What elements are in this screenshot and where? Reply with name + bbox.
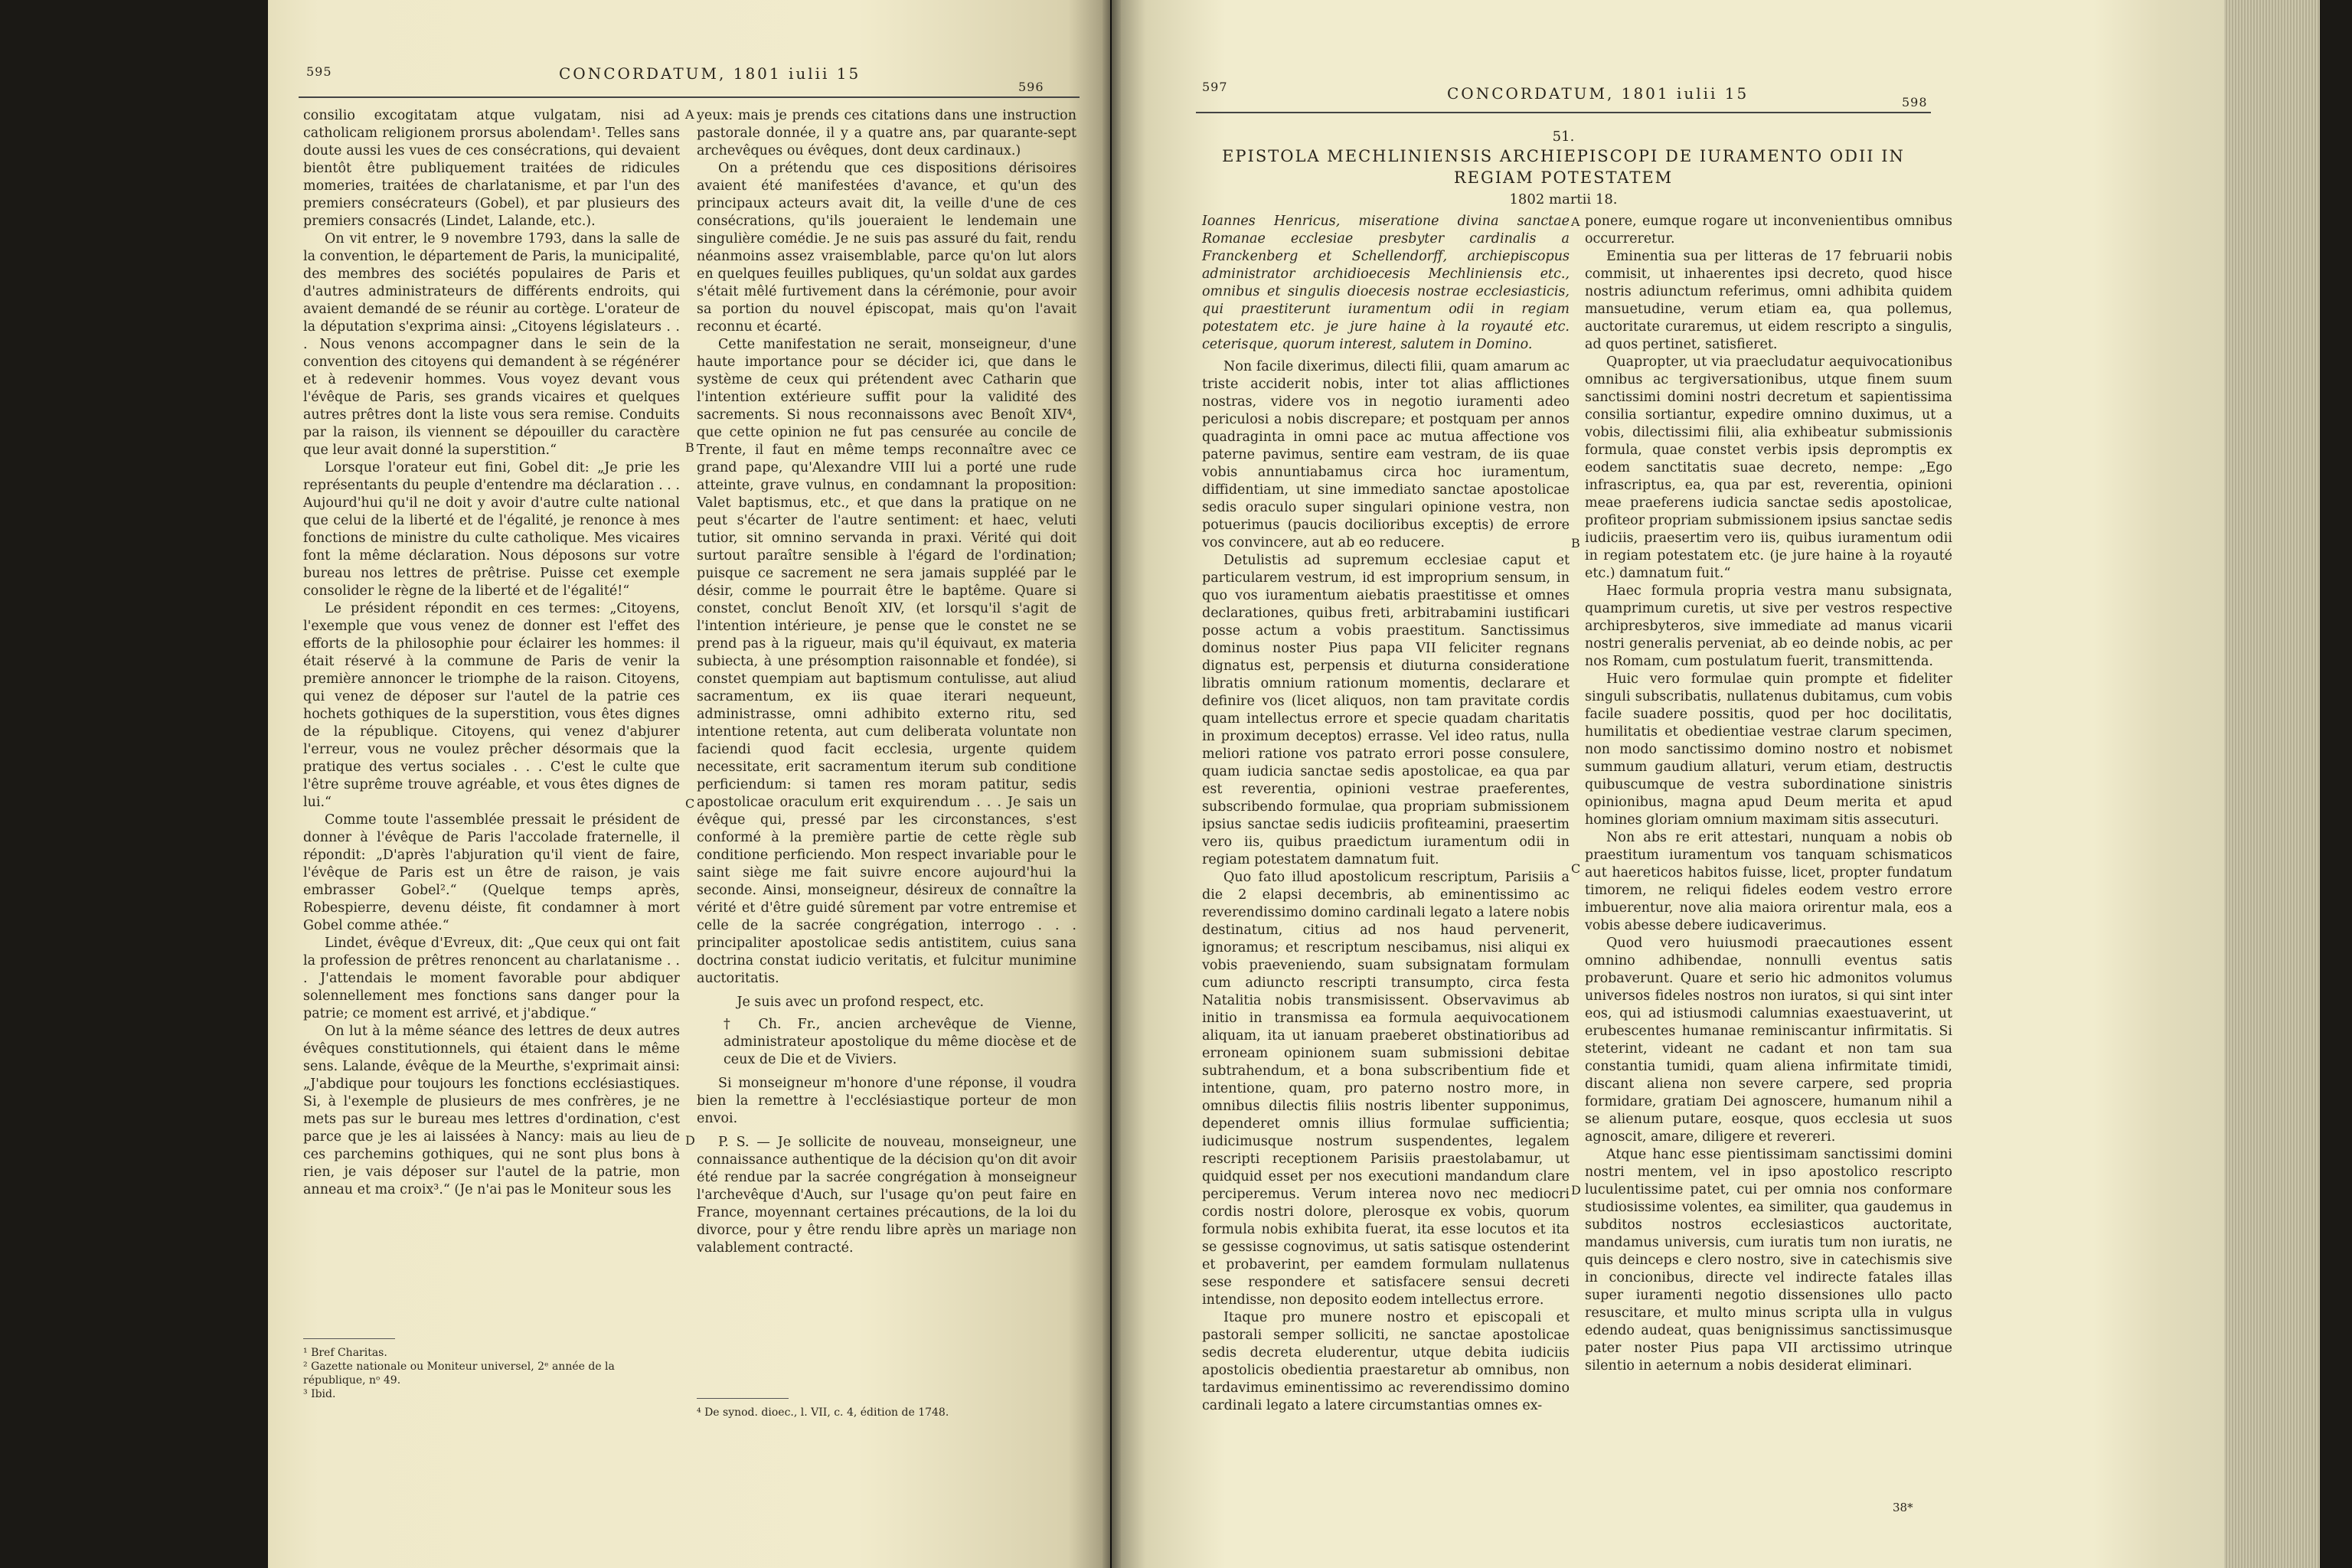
page-edges [2224, 0, 2320, 1568]
header-rule [299, 96, 1080, 98]
document-title-line2: REGIAM POTESTATEM [1453, 168, 1674, 187]
paragraph: Si monseigneur m'honore d'une réponse, il voudra bien la remettre à l'ecclésiastique porteur de mon envoi. [697, 1076, 1076, 1126]
paragraph: Lindet, évêque d'Evreux, dit: „Que ceux qui ont fait la profession de prêtres renoncent au charlatanisme . . . J'attendais le moment favorable pour abdiquer solennellement mes fonctions sans danger pour la patrie; ce moment est arrivé, et j'abdique.“ [303, 936, 680, 1021]
paragraph: On vit entrer, le 9 novembre 1793, dans la salle de la convention, le département de Paris, la municipalité, des membres des sociétés populaires de Paris et d'autres administrateurs de différents endroits, qui avaient demandé de se réunir au cortège. L'orateur de la députation s'exprima ainsi: „Citoyens législateurs . . . Nous venons accompagner dans le sein de la convention des citoyens qui demandent à se régénérer et à redevenir hommes. Vous voyez devant vous l'évêque de Paris, ses grands vicaires et quelques autres prêtres dont la liste vous sera remise. Conduits par la raison, ils viennent se dépouiller du caractère que leur avait donné la superstition.“ [303, 231, 680, 458]
page-number: 597 [1202, 80, 1228, 94]
margin-letter-a: A [685, 107, 694, 122]
paragraph: Non facile dixerimus, dilecti filii, quam amarum ac triste acciderit nobis, inter tot alias afflictiones nostras, videre vos in negotio iuramenti adeo periculosi a nobis discrepare; et postquam per annos quadraginta in omni pace ac mutua affectione vos paterne pavimus, sentire eam vestram, de iis quae vobis annuntiabamus circa hoc iuramentum, diffidentiam, ut sine immediato sanctae apostolicae sedis oraculo super singulari opinione vestra, non potuerimus (paucis docilioribus exceptis) de errore vos convincere, aut ab eo reducere. [1202, 359, 1570, 550]
paragraph: ponere, eumque rogare ut inconvenientibus omnibus occurreretur. [1585, 214, 1952, 247]
document-title-line1: EPISTOLA MECHLINIENSIS ARCHIEPISCOPI DE IURAMENTO ODII IN [1222, 147, 1905, 165]
paragraph: consilio excogitatam atque vulgatam, nisi ad catholicam religionem prorsus abolendam¹. Telles sans doute aussi les vues de ces consécrations, qui devaient bientôt être publiquement traitées de ridicules momeries, traitées de charlatanisme, et par l'un des premiers consécrateurs (Gobel), et par plusieurs des premiers consacrés (Lindet, Lalande, etc.). [303, 108, 680, 229]
paragraph: P. S. — Je sollicite de nouveau, monseigneur, une connaissance authentique de la décision qu'on dit avoir été rendue par la sacrée congrégation à monseigneur l'archevêque d'Auch, sur l'usage qu'on peut faire en France, moyennant certaines précautions, de la loi du divorce, pour y être rendu libre après un mariage non valablement contracté. [697, 1135, 1076, 1256]
paragraph: Je suis avec un profond respect, etc. [737, 995, 985, 1010]
paragraph: Ioannes Henricus, miseratione divina sanctae Romanae ecclesiae presbyter cardinalis a Franckenberg et Schellendorff, archiepiscopus administrator archidioecesis Mechliniensis etc., omnibus et singulis dioecesis nostrae ecclesiasticis, qui praestiterunt iuramentum odii in regiam potestatem etc. je jure haine à la royauté etc. ceterisque, quorum interest, salutem in Domino. [1202, 214, 1570, 352]
paragraph: Haec formula propria vestra manu subsignata, quamprimum curetis, ut sive per vestros respective archipresbyteros, sive immediate ad manus vicarii nostri generalis perveniat, ab eo deinde nobis, ac per nos Romam, cum postulatum fuerit, transmittenda. [1585, 583, 1952, 669]
paragraph: On lut à la même séance des lettres de deux autres évêques constitutionnels, qui étaient dans le même sens. Lalande, évêque de la Meurthe, s'exprimait ainsi: „J'abdique pour toujours les fonctions ecclésiastiques. Si, à l'exemple de plusieurs de mes confrères, je ne mets pas sur le bureau mes lettres d'ordination, c'est parce que je les ai laissées à Nancy: mais au lieu de ces parchemins gothiques, qui ne sont plus bons à rien, je vais déposer sur l'autel de la patrie, mon anneau et ma croix³.“ (Je n'ai pas le Moniteur sous les [303, 1024, 680, 1197]
paragraph: Le président répondit en ces termes: „Citoyens, l'exemple que vous venez de donner est l'effet des efforts de la philosophie pour éclairer les hommes: il était réservé à la commune de Paris de venir la première annoncer le triomphe de la raison. Citoyens, qui venez de déposer sur l'autel de la patrie ces hochets gothiques de la superstition, vous êtes dignes de la république. Citoyens, qui venez d'abjurer l'erreur, vous ne voulez prêcher désormais que la pratique des vertus sociales . . . C'est le culte que l'être suprême trouve agréable, et vous êtes dignes de lui.“ [303, 601, 680, 810]
margin-letter-a: A [1571, 214, 1580, 229]
margin-letter-d: D [1571, 1183, 1581, 1197]
paragraph: Comme toute l'assemblée pressait le président de donner à l'évêque de Paris l'accolade fraternelle, il répondit: „D'après l'abjuration qu'il vient de faire, l'évêque de Paris est un être de raison, je vais embrasser Gobel².“ (Quelque temps après, Robespierre, devenu déiste, fit condamner à mort Gobel comme athée.“ [303, 812, 680, 933]
margin-letter-c: C [685, 796, 695, 811]
paragraph: Itaque pro munere nostro et episcopali et pastorali semper solliciti, ne sanctae apostolicae sedis decreta eluderentur, utque debita iudiciis apostolicis obedientia praestaretur ab omnibus, non tardavimus eminentissimo ac reverendissimo domino cardinali legato a latere circumstantias omnes ex- [1202, 1310, 1570, 1413]
paragraph: Non abs re erit attestari, nunquam a nobis ob praestitum iuramentum vos tanquam schismaticos aut haereticos habitos fuisse, licet, propter fundatum timorem, ne reliqui fideles eodem vestro errore imbuerentur, nove alia maiora orirentur mala, eos a vobis abesse debere iudicaverimus. [1585, 830, 1952, 933]
header-rule [1196, 112, 1931, 113]
left-page [268, 0, 1110, 1568]
paragraph: yeux: mais je prends ces citations dans une instruction pastorale donnée, il y a quatre ans, par quarante-sept archevêques ou évêques, dont deux cardinaux.) [697, 108, 1076, 158]
document-date: 1802 martii 18. [1509, 191, 1618, 207]
paragraph: Huic vero formulae quin prompte et fideliter singuli subscribatis, nullatenus dubitamus, cum vobis facile suadere possitis, quod per hoc docilitatis, humilitatis et obedientiae vestrae clarum specimen, non modo sanctissimo domino nostro et nobismet summum gaudium allaturi, verum etiam, destructis quibuscumque de vestra subordinatione sinistris opinionibus, magna apud Deum merita et apud homines gloriam omnium maximam sitis assecuturi. [1585, 671, 1952, 828]
running-head: CONCORDATUM, 1801 iulii 15 [1447, 84, 1749, 103]
paragraph: Lorsque l'orateur eut fini, Gobel dit: „Je prie les représentants du peuple d'entendre ma déclaration . . . Aujourd'hui qu'il ne doit y avoir d'autre culte national que celui de la liberté et de l'égalité, je renonce à mes fonctions de ministre du culte catholique. Mes vicaires font la même déclaration. Nous déposons sur votre bureau nos lettres de prêtrise. Puisse cet exemple consolider le règne de la liberté et de l'égalité!“ [303, 460, 680, 599]
footnote: ¹ Bref Charitas. [303, 1347, 387, 1359]
paragraph: Detulistis ad supremum ecclesiae caput et particularem vestrum, id est improprium sensum, in quo vos iuramentum aiebatis praestitisse et omnes declarationes, quibus freti, arbitrabamini iustificari posse actum a vobis praestitum. Sanctissimus dominus noster Pius papa VII feliciter regnans dignatus est, perpensis et diuturna consideratione libratis omnium rationum momentis, declarare et definire vos (licet aliquos, non tam pravitate cordis quam intellectus errore et specie quadam charitatis in proximum deceptos) errasse. Vel ideo ratus, nulla meliori ratione vos patrato errori posse consulere, quam iudicia sanctae sedis apostolicae, ea qua par est reverentia, opinioni vestrae praeferentes, subscribendo formulae, qua propriam submissionem ipsius sanctae sedis iudiciis profiteamini, praesertim vero iis, quibus praedictum iuramentum odii in regiam potestatem damnatum fuit. [1202, 553, 1570, 867]
right-page [1112, 0, 2252, 1568]
paragraph: Quo fato illud apostolicum rescriptum, Parisiis a die 2 elapsi decembris, ab eminentissimo ac reverendissimo domino cardinali legato a latere nobis destinatum, citius ad nos haud pervenerit, ignoramus; et rescriptum nescibamus, nisi aliqui ex vobis praeveniendo, suam subsignatam formulam cum adiuncto rescripti transumpto, circa festa Natalitia nobis transmisissent. Observavimus ab initio in transmissa ea formula aequivocationem aliquam, ita ut ianuam praeberet obstinatioribus ad erroneam opinionem suam submissioni debitae subtrahendum, et a bona subscribentium fide et intentione, quam, pro paterno nostro more, in omnibus dilectis filiis nostris libenter supponimus, dependeret omnis illius formulae sufficientia; iudicimusque nostrum suspendentes, legalem rescripti receptionem Parisiis praestolabamur, ut quidquid esset per nos executioni mandandum clare perciperemus. Verum interea novo nec mediocri cordis nostri dolore, plerosque ex vobis, quorum formula nobis exhibita fuerat, ita esse locutos et ita se gessisse cognovimus, ut satis satisque ostenderint et probaverint, per eamdem formulam nullatenus sese respondere et satisfacere sensui decreti intendisse, non deposito eodem intellectus errore. [1202, 870, 1570, 1308]
margin-letter-d: D [685, 1133, 695, 1148]
paragraph: Quapropter, ut via praecludatur aequivocationibus omnibus ac tergiversationibus, utque finem suum sanctissimi domini nostri decretum et sapientissima consilia sortiantur, expedire omnino duximus, ut a vobis, dilectissimi filii, alia exhibeatur submissionis formula, quae constet verbis ipsis depromptis ex eodem sanctitatis suae decreto, nempe: „Ego infrascriptus, ea, qua par est, reverentia, opinioni meae praeferens iudicia sanctae sedis apostolicae, profiteor propriam submissionem ipsius sanctae sedis iudiciis, praesertim vero iis, quibus iuramentum odii in regiam potestatem etc. (je jure haine à la royauté etc.) damnatum fuit.“ [1585, 354, 1952, 581]
column-right-b [1585, 213, 1952, 1514]
page-number: 598 [1902, 95, 1928, 109]
footnote: ³ Ibid. [303, 1388, 336, 1400]
footnote-rule [303, 1338, 395, 1339]
footnotes-left-b [697, 1406, 1076, 1419]
paragraph: Cette manifestation ne serait, monseigneur, d'une haute importance pour se décider ici, que dans le système de ceux qui prétendent avec Catharin que l'intention extérieure suffit pour la validité des sacrements. Si nous reconnaissons avec Benoît XIV⁴, que cette opinion ne fut pas censurée au concile de Trente, il faut en même temps reconnaître avec ce grand pape, qu'Alexandre VIII lui a porté une rude atteinte, grave vulnus, en condamnant la proposition: Valet baptismus, etc., et que dans la pratique on ne peut s'écarter de l'autre sentiment: et haec, veluti tutior, sit omnino servanda in praxi. Vérité qui doit surtout paraître sensible à l'égard de l'ordination; puisque ce sacrement ne sera jamais suppléé par le désir, comme le pourrait être le baptême. Quare si constet, conclut Benoît XIV, (et lorsqu'il s'agit de l'intention intérieure, je pense que le constet ne se prend pas à la rigueur, mais qu'il équivaut, ex materia subiecta, à une présomption raisonnable et fondée), si constet quempiam aut baptismum contulisse, aut aliud sacramentum, ex iis quae iterari nequeunt, administrasse, omni adhibito externo ritu, sed intentione retenta, aut cum deliberata voluntate non faciendi quod facit ecclesia, urgente quidem necessitate, erit sacramentum iterum sub conditione perficiendum: si tamen res moram patitur, sedis apostolicae oraculum erit exquirendum . . . Je sais un évêque qui, pressé par les circonstances, s'est conformé à la première partie de cette règle sub conditione perficiendo. Mon respect invariable pour le saint siège me fait suivre encore aujourd'hui la seconde. Ainsi, monseigneur, désireux de connaître la vérité et d'être guidé sûrement par votre entremise et celle de la sacrée congrégation, interrogo . . . principaliter apostolicae sedis antistitem, cuius sana doctrina constat iudicio veritatis, et fulcitur munimine auctoritatis. [697, 337, 1076, 986]
paragraph: Atque hanc esse pientissimam sanctissimi domini nostri mentem, vel in ipso apostolico rescripto luculentissime patet, cui per omnia nos conformare studiosissime volentes, ea similiter, qua gaudemus in subditos nostros ecclesiasticos auctoritate, mandamus universis, cum iuratis tum non iuratis, ne quis deinceps e clero nostro, sive in catechismis sive in concionibus, directe vel indirecte fatales illas super iuramenti negotio dissensiones ullo pacto resuscitare, et multo minus scripta ulla in vulgus edendo audeat, quas benignissimus sanctissimusque pater noster Pius papa VII arctissimo utrinque silentio in aeternum a nobis desiderat eliminari. [1585, 1147, 1952, 1374]
footnote: ² Gazette nationale ou Moniteur universel, 2ᵉ année de la république, nᵒ 49. [303, 1361, 615, 1387]
page-number: 596 [1018, 80, 1044, 94]
book-gutter [1102, 0, 1121, 1568]
margin-letter-b: B [1571, 536, 1580, 550]
column-right-a [1202, 213, 1570, 1514]
footnote: ⁴ De synod. dioec., l. VII, c. 4, édition de 1748. [697, 1406, 949, 1419]
margin-letter-c: C [1571, 861, 1581, 876]
column-left-b [697, 107, 1076, 1409]
paragraph: Quod vero huiusmodi praecautiones essent omnino adhibendae, nonnulli eventus satis probaverunt. Quare et serio hic admonitos volumus universos fideles nostros non iuratos, si qui sint inter eos, qui ad istiusmodi calumnias exaestuaverint, ut erubescentes humanae reminiscantur infirmitatis. Si steterint, videant ne cadant et non tam sua constantia tumidi, quam aliena infirmitate timidi, discant aliena non severe carpere, sed propria formidare, gratiam Dei agnoscere, humanum nihil a se alienum putare, eosque, quos ecclesia ut suos agnoscit, amare, diligere et revereri. [1585, 936, 1952, 1145]
signature-mark: 38* [1893, 1501, 1913, 1514]
paragraph: Eminentia sua per litteras de 17 februarii nobis commisit, ut inhaerentes ipsi decreto, quod hisce nostris adiunctum referimus, omni adhibita quidem mansuetudine, verum etiam ea, qua pollemus, auctoritate curaremus, ut eidem rescripto a singulis, ad quos pertinet, satisfieret. [1585, 249, 1952, 352]
page-number: 595 [306, 64, 332, 79]
footnotes-left-a [303, 1346, 680, 1401]
margin-letter-b: B [685, 440, 694, 455]
document-number: 51. [1552, 129, 1575, 145]
running-head: CONCORDATUM, 1801 iulii 15 [559, 64, 861, 83]
signature: † Ch. Fr., ancien archevêque de Vienne, administrateur apostolique du même diocèse et de ceux de Die et de Viviers. [724, 1017, 1076, 1067]
footnote-rule [697, 1398, 789, 1399]
column-left-a [303, 107, 680, 1325]
paragraph: On a prétendu que ces dispositions dérisoires avaient été manifestées d'avance, et qu'un des principaux acteurs avait dit, la veille d'une de ces consécrations, qu'ils joueraient le lendemain une singulière comédie. Je ne suis pas assuré du fait, rendu néanmoins assez vraisemblable, parce qu'on lut alors en quelques feuilles publiques, qu'un soldat aux gardes s'était mêlé furtivement dans la cérémonie, pour avoir sa portion du nouvel épiscopat, mais qu'on l'avait reconnu et écarté. [697, 161, 1076, 335]
